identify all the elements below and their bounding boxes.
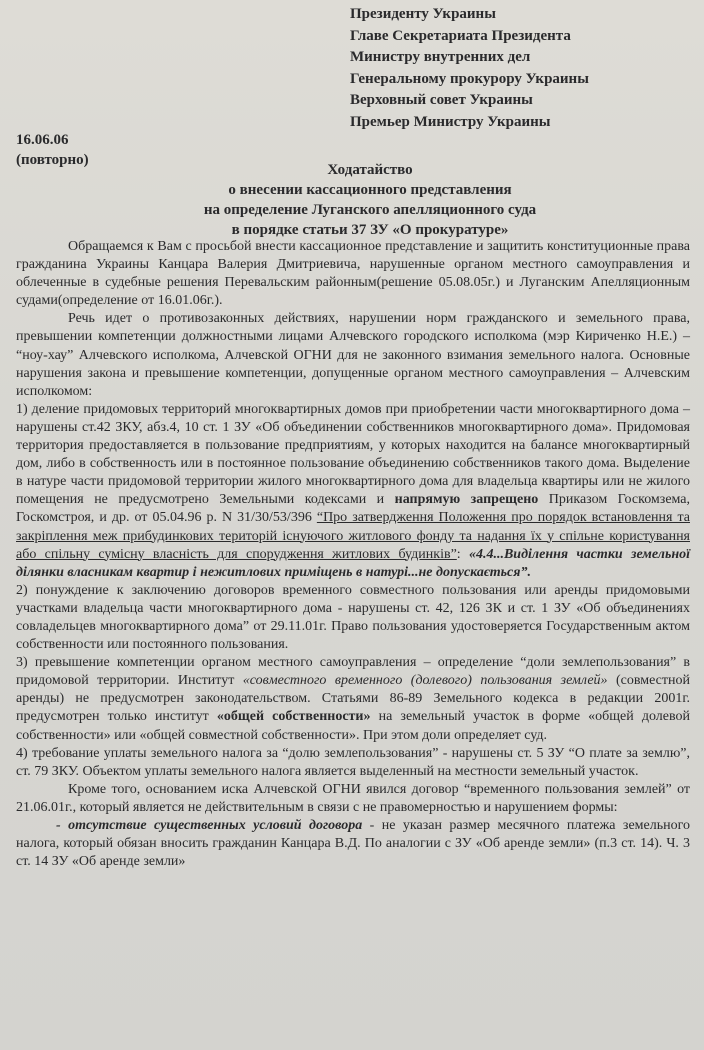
item-3-paragraph [16, 654, 690, 744]
addressee-line: Верховный совет Украины [350, 92, 533, 108]
item-3-bold: «общей собственности» [216, 709, 371, 725]
item-1-quote: «4.4...Виділення частки земельної ділянки власникам квартир і нежитлових приміщень в натурі...не допускається”. [16, 546, 691, 580]
item-3-text-3: на земельный участок в форме «общей долевой собственности» или «общей совместной собственности». При этом доли определяет суд. [16, 709, 691, 743]
intro-paragraph: Обращаемся к Вам с просьбой внести кассационное представление и защитить конституционные права гражданина Украины Канцара Валерия Дмитриевича, нарушенные органом местного самоуправления и облеченные в судебные решения Перевальским районным(решение 05.08.05г.) и Луганским Апелляционным судами(определение от 16.01.06г.). [16, 239, 690, 309]
repeat-note: (повторно) [16, 152, 89, 168]
date-block [16, 130, 89, 170]
item-3-italic: «совместного временного (долевого) пользования землей» [242, 673, 608, 689]
item-1-text: 1) деление придомовых территорий многоквартирных домов при приобретении части многоквартирного дома – нарушены ст.42 ЗКУ, абз.4, 10 ст. 1 ЗУ «Об объединении собственников многоквартирного дома». Придомовая территория предоставляется в пользование предприятиям, у которых находится на балансе многоквартирный дом, либо в собственность или в постоянное пользование объединению собственников такого дома. Выделение в натуре части придомовой территории жилого многоквартирного дома для владельца квартиры или не жилого помещения не предусмотрено Земельными кодексами и [16, 401, 690, 508]
last-paragraph [16, 817, 690, 871]
item-1-paragraph [16, 401, 690, 582]
item-1-colon: : [456, 546, 461, 562]
item-2-paragraph: 2) понуждение к заключению договоров временного совместного пользования или аренды придомовыми участками владельца части многоквартирного дома - нарушены ст. 42, 126 ЗК и ст. 1 ЗУ «Об объединениях совладельцев многоквартирного дома” от 29.11.01г. Право пользования удостоверяется Государственным актом собственности или постоянного пользования. [16, 582, 690, 653]
item-1-bold: напрямую запрещено [394, 492, 539, 508]
heading-line: о внесении кассационного представления [228, 182, 512, 198]
heading-title: Ходатайство [327, 162, 413, 178]
heading-line: на определение Луганского апелляционного суда [203, 202, 537, 218]
addressee-line: Генеральному прокурору Украины [350, 70, 589, 87]
item-3-text: 3) превышение компетенции органом местного самоуправления – определение “доли землепользования” в придомовой территории. Институт [16, 655, 690, 689]
paragraph-contract: Кроме того, основанием иска Алчевской ОГНИ явился договор “временного пользования землей” от 21.06.01г., который является не действительным в связи с не правомерностью и нарушением формы: [16, 781, 690, 815]
last-bold-italic: - отсутствие существенных условий договора [56, 818, 363, 833]
addressee-line: Министру внутренних дел [350, 49, 531, 65]
paragraph-violations: Речь идет о противозаконных действиях, нарушении норм гражданского и земельного права, превышении компетенции должностными лицами Алчевского городского исполкома (мэр Кириченко Н.Е.) – “ноу-хау” Алчевского исполкома, Алчевской ОГНИ для не законного взимания земельного налога. Основные нарушения закона и превышение компетенции, допущенные органом местного самоуправления – Алчевским исполкомом: [16, 311, 690, 399]
item-1-order-ref: Приказом Госкомзема, Госкомстроя, и др. от 05.04.96 р. N 31/30/53/396 [16, 492, 691, 526]
addressee-line: Премьер Министру Украины [350, 113, 551, 130]
item-4-paragraph: 4) требование уплаты земельного налога за “долю землепользования” - нарушены ст. 5 ЗУ “О плате за землю”, ст. 79 ЗКУ. Объектом уплаты земельного налога является выделенный на местности земельный участок. [16, 745, 690, 779]
addressee-block [350, 4, 589, 133]
document-date: 16.06.06 [16, 132, 69, 148]
addressee-line: Президенту Украины [350, 6, 496, 22]
heading-line: в порядке статьи 37 ЗУ «О прокуратуре» [231, 222, 509, 238]
document-body [16, 238, 690, 871]
last-text: - не указан размер месячного платежа земельного налога, который обязан вносить гражданин Канцара В.Д. По аналогии с ЗУ «Об аренде земли» (п.3 ст. 14). Ч. 3 ст. 14 ЗУ «Об аренде земли» [16, 818, 690, 870]
item-3-text-2: (совместной аренды) не предусмотрен законодательством. Статьями 86-89 Земельного кодекса в редакции 2001г. предусмотрен только институт [16, 673, 690, 725]
document-heading [100, 160, 640, 240]
item-1-order-title: “Про затвердження Положення про порядок встановлення та закріплення меж прибудинкових територій існуючого житлового фонду та надання їх у спільне користування або спільну сумісну власність для спорудження житлових будинків” [16, 510, 690, 562]
addressee-line: Главе Секретариата Президента [350, 27, 571, 44]
